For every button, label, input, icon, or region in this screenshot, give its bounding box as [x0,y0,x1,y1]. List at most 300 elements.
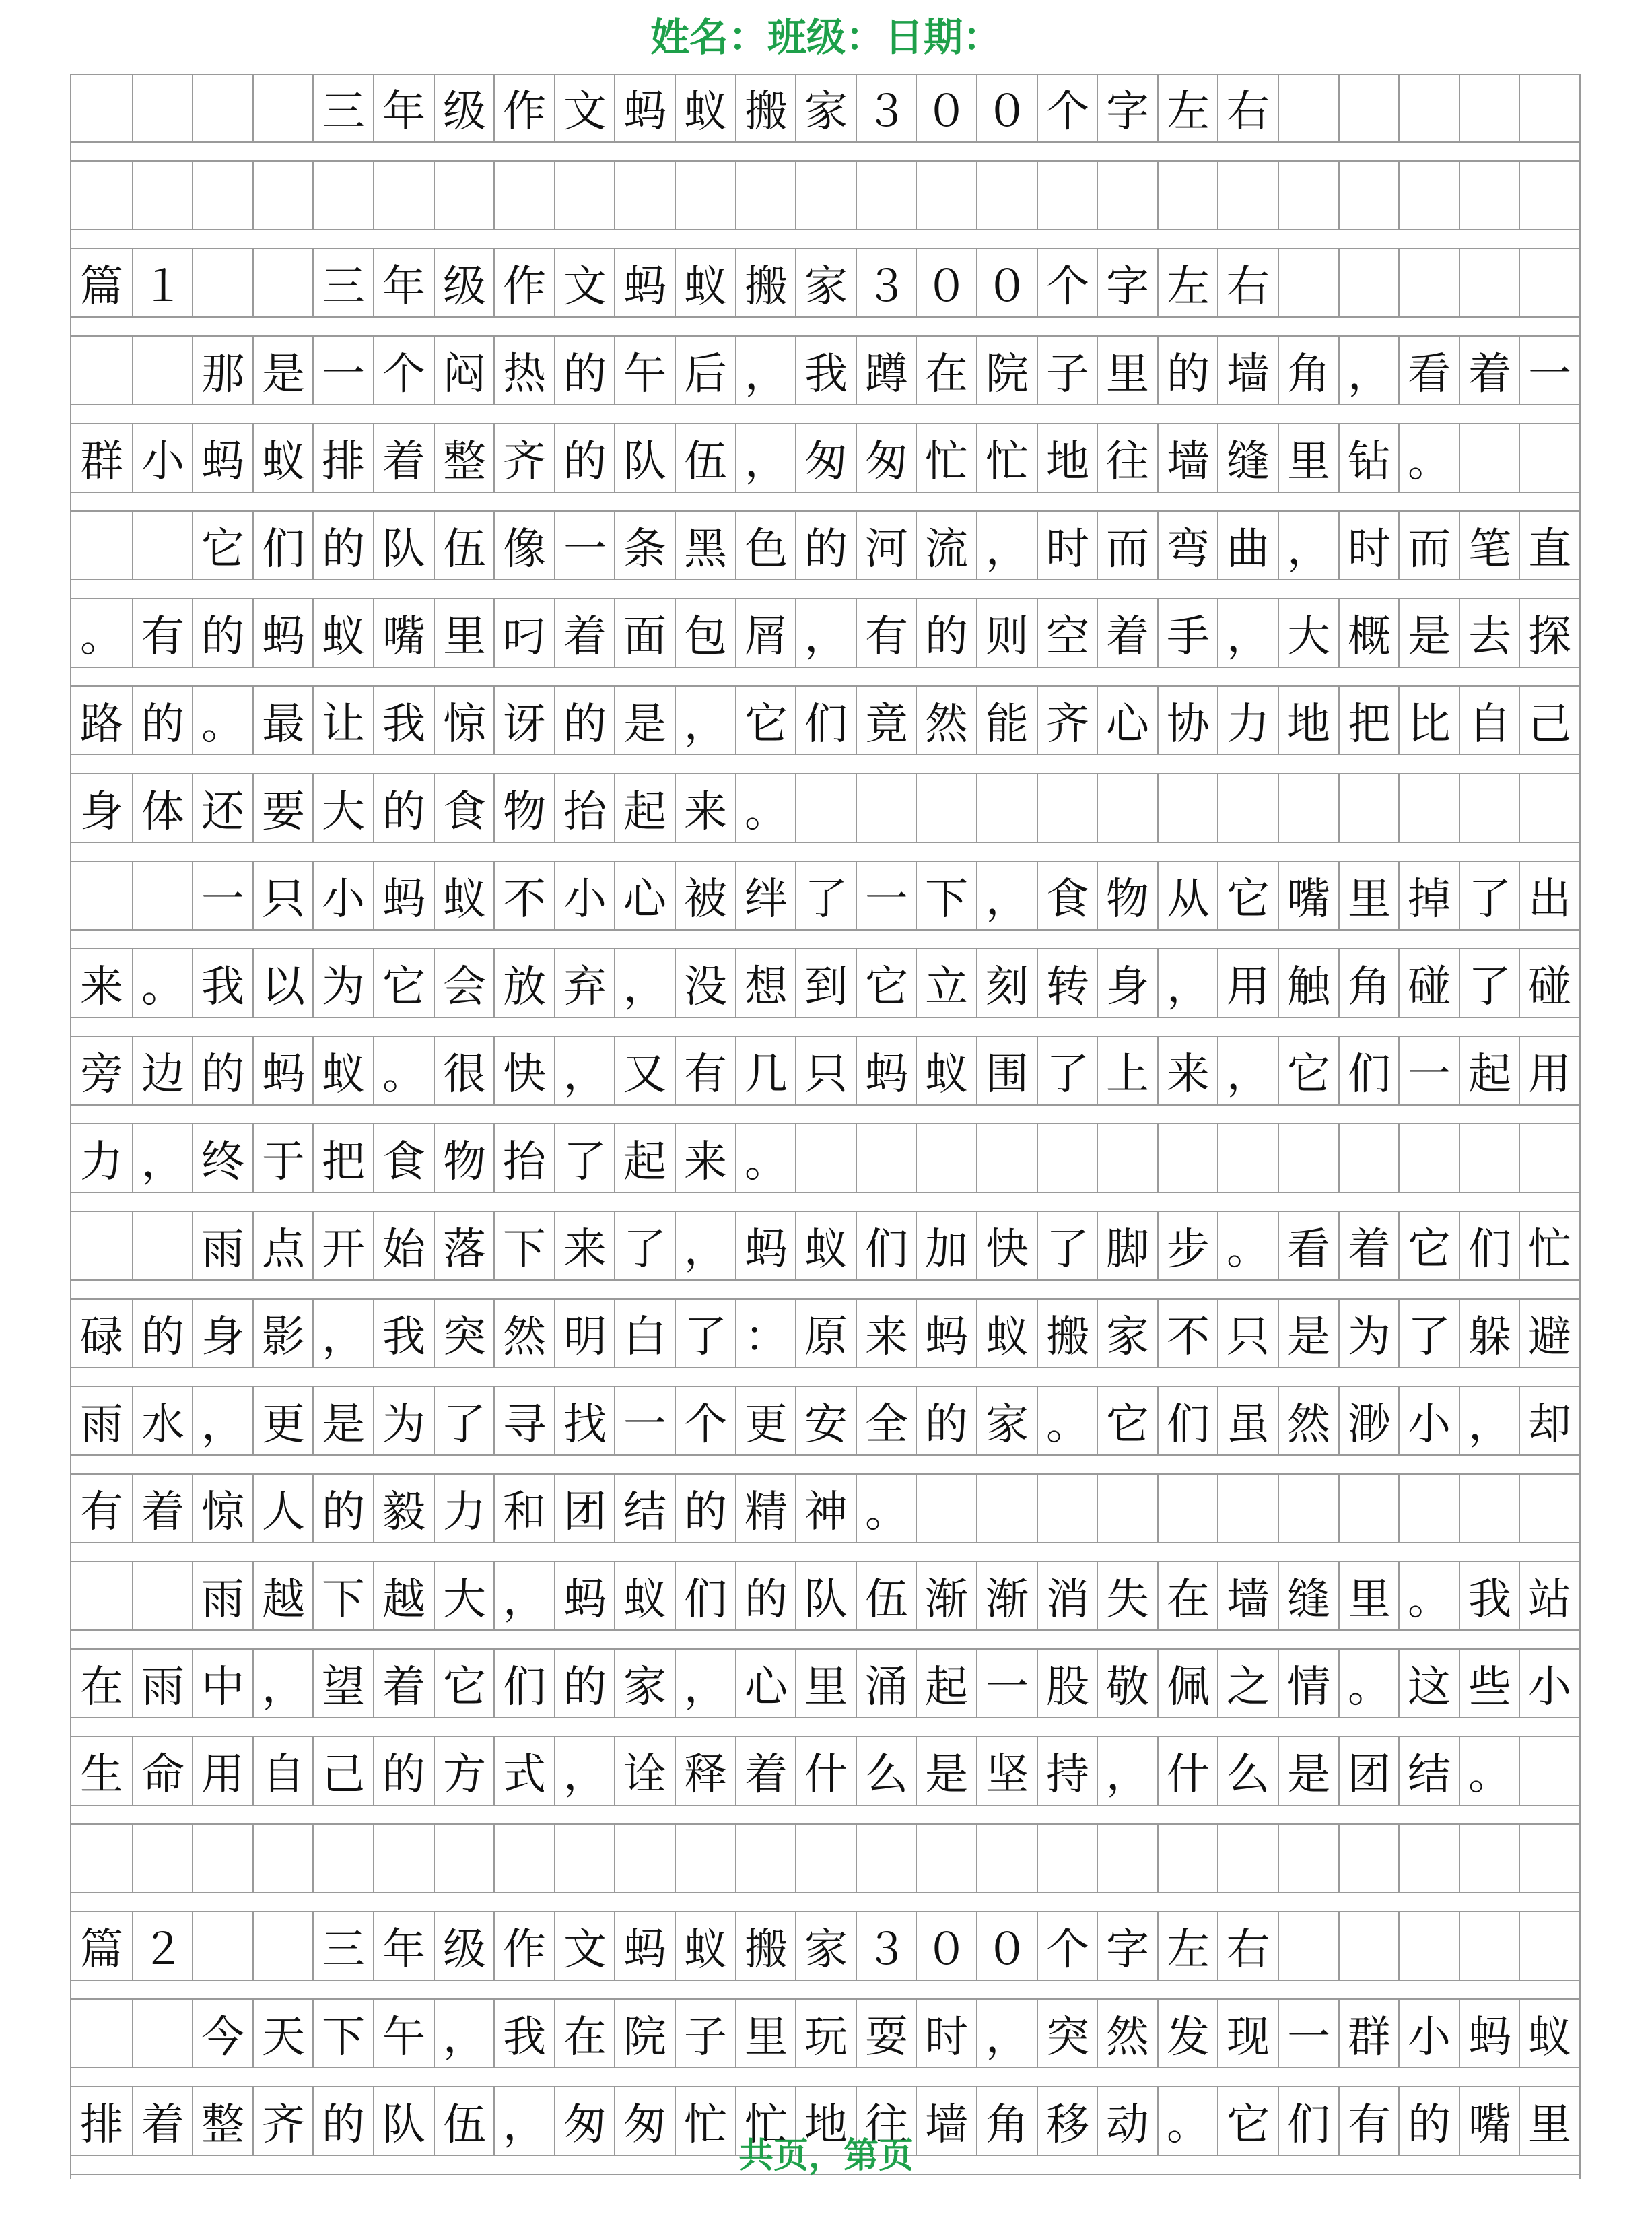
grid-cell: 有 [675,1037,735,1104]
grid-cell: 蚂 [554,1562,615,1629]
grid-cell: 会 [434,949,494,1017]
grid-cell [493,1825,554,1892]
grid-cell: 出 [1519,862,1579,929]
grid-row [71,1825,1579,1892]
grid-cell [71,862,132,929]
grid-cell: 。 [1398,1562,1459,1629]
row-separator-band [71,1980,1579,2000]
grid-cell: ： [735,1300,796,1367]
grid-cell: 蚂 [192,424,252,492]
grid-row [71,1124,1579,1192]
grid-cell: 家 [1097,1300,1157,1367]
grid-cell [916,1124,976,1192]
grid-cell [71,162,132,229]
grid-cell: 雨 [80,1400,123,1450]
grid-cell: 匆 [795,424,856,492]
grid-cell [1338,74,1399,141]
grid-cell: 时 [916,2000,976,2067]
grid-cell [132,74,193,141]
grid-cell: 个 [675,1387,735,1454]
grid-cell [1338,1475,1399,1542]
grid-cell: 左 [1157,74,1218,141]
student-info-header: 姓名：班级：日期： [650,14,1002,60]
grid-cell: 结 [614,1475,675,1542]
grid-cell: 后 [675,337,735,404]
grid-cell: ， [675,1650,735,1717]
grid-cell [614,162,675,229]
grid-cell: 蚂 [614,1912,675,1980]
grid-cell: 一 [856,862,916,929]
grid-cell: 伍 [434,512,494,579]
grid-cell: ， [614,949,675,1017]
grid-cell: 家 [795,249,856,316]
grid-cell: 字 [1097,1912,1157,1980]
grid-cell: 物 [493,774,554,842]
grid-cell: ， [976,862,1037,929]
grid-cell: 身 [1097,949,1157,1017]
grid-cell: ０ [976,1912,1037,1980]
grid-cell: 伍 [856,1562,916,1629]
grid-cell: 来 [675,1124,735,1192]
grid-cell [132,337,193,404]
grid-cell [1398,1124,1459,1192]
grid-cell: 然 [916,687,976,754]
grid-cell: 围 [976,1037,1037,1104]
grid-cell: 嘴 [1459,2087,1519,2155]
grid-cell: 像 [493,512,554,579]
grid-cell [1037,774,1097,842]
grid-cell: 着 [1459,337,1519,404]
grid-cell: 的 [554,687,615,754]
grid-cell: 消 [1037,1562,1097,1629]
grid-cell: 始 [373,1212,434,1279]
grid-cell: ０ [976,249,1037,316]
grid-cell: 心 [1097,687,1157,754]
grid-cell: 着 [735,1737,796,1805]
grid-cell: 蚁 [252,424,313,492]
grid-cell: 则 [976,599,1037,667]
grid-cell: 突 [1037,2000,1097,2067]
grid-cell [493,162,554,229]
grid-cell: 空 [1037,599,1097,667]
grid-cell: ０ [976,74,1037,141]
grid-cell: 结 [1398,1737,1459,1805]
grid-cell: ０ [916,74,976,141]
grid-cell: 闷 [434,337,494,404]
grid-cell: 蚁 [675,249,735,316]
grid-cell: 缝 [1217,424,1278,492]
grid-cell: 着 [554,599,615,667]
grid-cell [1519,1737,1579,1805]
grid-cell: 忙 [1519,1212,1579,1279]
grid-cell: 去 [1459,599,1519,667]
grid-cell: 望 [312,1650,373,1717]
grid-cell [192,74,252,141]
grid-cell [1459,74,1519,141]
grid-cell: 们 [1338,1037,1399,1104]
grid-cell: 下 [312,1562,373,1629]
grid-cell: 起 [916,1650,976,1717]
grid-cell: 己 [1519,687,1579,754]
grid-cell [795,162,856,229]
grid-cell: 蚁 [675,1912,735,1980]
grid-cell: 是 [1398,599,1459,667]
grid-cell: 是 [1278,1737,1338,1805]
grid-cell: 来 [856,1300,916,1367]
grid-cell [192,1912,252,1980]
grid-cell: 家 [795,1912,856,1980]
grid-cell: 坚 [976,1737,1037,1805]
row-separator-band [71,1454,1579,1475]
row-separator-band [71,754,1579,774]
grid-cell: 股 [1037,1650,1097,1717]
grid-row [71,424,1579,492]
grid-cell [1338,162,1399,229]
grid-cell: 蚂 [614,249,675,316]
grid-cell [1398,1475,1459,1542]
grid-cell: 雨 [192,1212,252,1279]
grid-cell: 失 [1097,1562,1157,1629]
grid-cell: 为 [312,949,373,1017]
grid-cell: 中 [192,1650,252,1717]
grid-cell: 三 [312,1912,373,1980]
grid-cell: 齐 [1037,687,1097,754]
grid-cell: 排 [80,2100,123,2150]
grid-row [71,1562,1579,1629]
grid-cell: 的 [192,1037,252,1104]
grid-cell: 小 [1398,1387,1459,1454]
grid-cell: 了 [1459,862,1519,929]
grid-cell: 之 [1217,1650,1278,1717]
grid-cell: 一 [554,512,615,579]
grid-cell [71,2000,132,2067]
grid-cell: 嘴 [373,599,434,667]
grid-cell: 边 [132,1037,193,1104]
grid-cell: 级 [434,249,494,316]
grid-cell [1037,1124,1097,1192]
grid-cell [1097,1825,1157,1892]
grid-cell: 的 [132,1300,193,1367]
grid-cell: 。 [735,774,796,842]
grid-cell: 天 [252,2000,313,2067]
grid-cell: 里 [1519,2087,1579,2155]
grid-cell [132,1212,193,1279]
grid-cell: 渐 [916,1562,976,1629]
grid-cell [1459,1124,1519,1192]
grid-cell: 协 [1157,687,1218,754]
grid-cell: 力 [434,1475,494,1542]
grid-cell: 一 [192,862,252,929]
grid-cell: 蚁 [976,1300,1037,1367]
grid-cell [1157,774,1218,842]
grid-cell: 里 [1097,337,1157,404]
grid-cell: 么 [1217,1737,1278,1805]
grid-cell: 的 [132,687,193,754]
grid-row [71,1475,1579,1542]
grid-cell: 了 [554,1124,615,1192]
grid-cell [1459,249,1519,316]
grid-cell: 被 [675,862,735,929]
grid-cell: 物 [1097,862,1157,929]
grid-cell: 敬 [1097,1650,1157,1717]
grid-cell: 。 [735,1124,796,1192]
grid-cell: 我 [795,337,856,404]
grid-cell [192,1825,252,1892]
grid-cell [71,1562,132,1629]
grid-cell: 涌 [856,1650,916,1717]
grid-cell: 动 [1097,2087,1157,2155]
grid-cell: 用 [1217,949,1278,1017]
grid-cell: 着 [132,1475,193,1542]
grid-cell: 一 [614,1387,675,1454]
grid-cell [976,162,1037,229]
grid-cell [1459,1825,1519,1892]
grid-cell: 角 [976,2087,1037,2155]
grid-cell: 毅 [373,1475,434,1542]
grid-cell: 的 [1398,2087,1459,2155]
grid-cell: 雨 [192,1562,252,1629]
row-separator-band [71,1367,1579,1387]
grid-cell: 有 [1338,2087,1399,2155]
grid-cell: 物 [434,1124,494,1192]
grid-cell: ， [1097,1737,1157,1805]
grid-cell: 家 [614,1650,675,1717]
grid-cell: 来 [1157,1037,1218,1104]
grid-cell: 站 [1519,1562,1579,1629]
grid-cell [1097,1475,1157,1542]
grid-cell [1398,1912,1459,1980]
grid-cell [252,249,313,316]
grid-cell: 影 [252,1300,313,1367]
grid-cell [1459,162,1519,229]
grid-row [71,1300,1579,1367]
grid-cell [1519,1825,1579,1892]
grid-cell: 个 [1037,74,1097,141]
grid-cell [795,1825,856,1892]
grid-cell: 然 [1097,2000,1157,2067]
grid-cell: 它 [434,1650,494,1717]
grid-cell: 蚂 [373,862,434,929]
grid-cell: 渺 [1338,1387,1399,1454]
grid-cell: 搬 [735,74,796,141]
grid-cell: 它 [1097,1387,1157,1454]
grid-cell: 下 [493,1212,554,1279]
grid-cell: 蚁 [614,1562,675,1629]
grid-cell: 只 [795,1037,856,1104]
grid-cell: 着 [132,2087,193,2155]
grid-cell [1338,1124,1399,1192]
grid-cell: 点 [252,1212,313,1279]
grid-cell: 级 [434,1912,494,1980]
grid-cell: 一 [976,1650,1037,1717]
grid-cell: 家 [795,74,856,141]
row-separator-band [71,1542,1579,1562]
grid-cell: 搬 [735,249,796,316]
grid-cell: 却 [1519,1387,1579,1454]
grid-cell: 用 [1519,1037,1579,1104]
row-separator-band [71,842,1579,862]
grid-cell [1037,1825,1097,1892]
grid-cell [916,1475,976,1542]
row-separator-band [71,2067,1579,2087]
grid-cell: 刻 [976,949,1037,1017]
grid-cell: 为 [373,1387,434,1454]
grid-cell: 很 [434,1037,494,1104]
grid-cell: 作 [493,74,554,141]
grid-cell: 。 [1459,1737,1519,1805]
grid-cell [71,337,132,404]
grid-cell [554,1825,615,1892]
grid-cell [675,1825,735,1892]
grid-cell: ， [1157,949,1218,1017]
grid-cell: 的 [554,1650,615,1717]
grid-row [71,1737,1579,1805]
grid-cell: 弯 [1157,512,1218,579]
grid-cell: 的 [373,774,434,842]
grid-cell: 上 [1097,1037,1157,1104]
grid-cell: 想 [735,949,796,1017]
grid-cell [675,162,735,229]
row-separator-band [71,1892,1579,1912]
grid-cell: 几 [735,1037,796,1104]
grid-cell: 找 [554,1387,615,1454]
grid-cell: 加 [916,1212,976,1279]
grid-cell [373,1825,434,1892]
grid-cell [1278,1124,1338,1192]
grid-cell [1459,1475,1519,1542]
grid-cell: 流 [916,512,976,579]
grid-cell: 队 [795,1562,856,1629]
grid-cell: 条 [614,512,675,579]
grid-cell: ， [976,512,1037,579]
grid-cell: 身 [80,787,123,837]
grid-cell: 年 [373,249,434,316]
grid-cell: 午 [373,2000,434,2067]
grid-cell: 院 [976,337,1037,404]
grid-row [71,162,1579,229]
grid-cell: 左 [1157,1912,1218,1980]
grid-cell: ， [554,1737,615,1805]
grid-cell [1398,1825,1459,1892]
grid-cell: 子 [1037,337,1097,404]
grid-cell: 体 [132,774,193,842]
row-separator-band [71,1017,1579,1037]
grid-cell: 了 [1037,1037,1097,1104]
grid-cell: 蚂 [856,1037,916,1104]
grid-cell [1217,1124,1278,1192]
grid-cell: 讶 [493,687,554,754]
grid-cell: ， [976,2000,1037,2067]
grid-cell: 着 [373,424,434,492]
grid-cell: 蚂 [252,1037,313,1104]
row-separator-band [71,579,1579,599]
grid-cell: 们 [675,1562,735,1629]
grid-cell: 没 [675,949,735,1017]
grid-cell [1157,1475,1218,1542]
grid-cell: ， [735,424,796,492]
grid-row [71,337,1579,404]
grid-cell: 开 [312,1212,373,1279]
grid-cell: 那 [192,337,252,404]
grid-cell: 看 [1398,337,1459,404]
grid-cell: 然 [1278,1387,1338,1454]
row-separator-band [71,667,1579,687]
grid-cell: 里 [1338,862,1399,929]
grid-cell: 的 [312,512,373,579]
grid-cell: 虽 [1217,1387,1278,1454]
grid-cell [1037,162,1097,229]
grid-cell: 在 [916,337,976,404]
grid-cell: 小 [132,424,193,492]
grid-cell: 碰 [1519,949,1579,1017]
grid-cell: 蚁 [1519,2000,1579,2067]
grid-cell: 包 [675,599,735,667]
grid-cell: 排 [312,424,373,492]
grid-cell [1278,74,1338,141]
grid-cell [856,774,916,842]
grid-cell: 用 [192,1737,252,1805]
grid-cell: 午 [614,337,675,404]
grid-cell: ， [493,1562,554,1629]
grid-cell: 水 [132,1387,193,1454]
grid-cell: ， [192,1387,252,1454]
grid-cell: 持 [1037,1737,1097,1805]
grid-cell [976,1825,1037,1892]
grid-cell: 忙 [675,2087,735,2155]
row-separator-band [71,141,1579,162]
grid-cell [132,862,193,929]
grid-cell: 而 [1398,512,1459,579]
grid-cell: 什 [1157,1737,1218,1805]
grid-cell: 寻 [493,1387,554,1454]
grid-row [71,687,1579,754]
grid-cell: 蚁 [675,74,735,141]
grid-cell: 大 [312,774,373,842]
grid-cell: 里 [735,2000,796,2067]
grid-cell: 个 [1037,249,1097,316]
grid-cell [1519,249,1579,316]
grid-cell: 篇 [80,262,123,312]
grid-cell: 是 [1278,1300,1338,1367]
grid-cell: 们 [1459,1212,1519,1279]
grid-cell: 这 [1398,1650,1459,1717]
grid-cell: 一 [1398,1037,1459,1104]
grid-cell: 墙 [1217,337,1278,404]
grid-cell: ， [312,1300,373,1367]
grid-cell [1037,1475,1097,1542]
grid-cell: 它 [735,687,796,754]
grid-cell: 了 [434,1387,494,1454]
grid-cell: 了 [675,1300,735,1367]
grid-cell: 它 [373,949,434,1017]
grid-cell [1519,774,1579,842]
grid-cell: 下 [916,862,976,929]
grid-cell [1217,1825,1278,1892]
grid-cell: 蚂 [614,74,675,141]
grid-cell: 团 [1338,1737,1399,1805]
grid-cell: 佩 [1157,1650,1218,1717]
grid-row [71,2000,1579,2067]
grid-cell: 着 [1097,599,1157,667]
grid-cell [312,162,373,229]
grid-cell: 是 [916,1737,976,1805]
grid-cell: 搬 [735,1912,796,1980]
grid-cell [132,1562,193,1629]
grid-cell: 不 [493,862,554,929]
grid-cell: 队 [373,2087,434,2155]
grid-cell: 。 [1157,2087,1218,2155]
grid-cell: 们 [493,1650,554,1717]
